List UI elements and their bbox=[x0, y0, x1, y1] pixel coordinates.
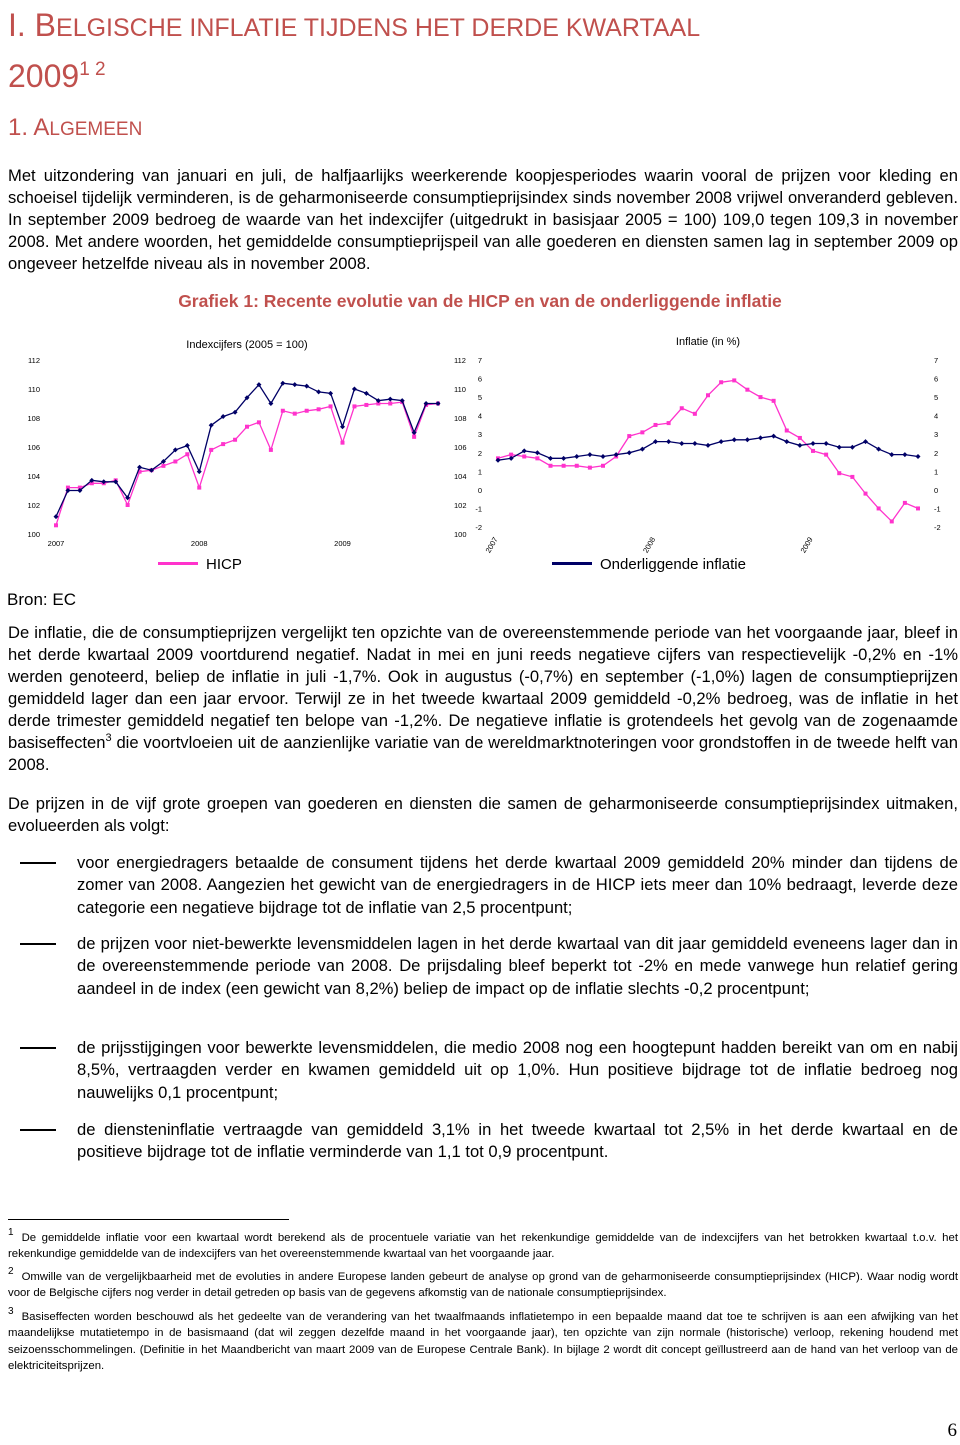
data-point-hicp bbox=[221, 442, 225, 446]
y-tick-label-right: 106 bbox=[454, 443, 467, 452]
data-point-hicp bbox=[364, 403, 368, 407]
series-line-hicp bbox=[56, 402, 438, 525]
y-tick-label: 6 bbox=[477, 374, 482, 384]
y-tick-label-right: 6 bbox=[934, 374, 939, 384]
data-point-core bbox=[758, 435, 763, 440]
y-tick-label-right: 108 bbox=[454, 414, 467, 423]
series-line-hicp bbox=[498, 380, 918, 521]
y-tick-label-right: 4 bbox=[934, 411, 939, 421]
data-point-core bbox=[824, 441, 829, 446]
data-point-hicp bbox=[161, 464, 165, 468]
footnote-3 bbox=[8, 1306, 958, 1374]
data-point-hicp bbox=[269, 448, 273, 452]
data-point-hicp bbox=[588, 466, 592, 470]
y-tick-label-right: -1 bbox=[934, 504, 941, 514]
data-point-hicp bbox=[317, 407, 321, 411]
data-point-hicp bbox=[562, 464, 566, 468]
bullet-dash bbox=[20, 943, 56, 945]
x-tick-label: 2007 bbox=[47, 539, 65, 548]
data-point-core bbox=[692, 441, 697, 446]
footnote-text: De gemiddelde inflatie voor een kwartaal wordt berekend als de procentuele variatie van het rekenkundige gemiddelde van de indexcijfers van het betrokken kwartaal t.o.v. het rekenkundige gemiddelde van de indexcijfers van het overeenstemmende kwartaal van het voorgaande jaar. bbox=[8, 1232, 958, 1261]
data-point-core bbox=[522, 448, 527, 453]
data-point-hicp bbox=[185, 452, 189, 456]
footnote-ref-3: 3 bbox=[105, 732, 112, 744]
data-point-core bbox=[706, 443, 711, 448]
data-point-core bbox=[889, 452, 894, 457]
footnote-2 bbox=[8, 1266, 958, 1302]
data-point-hicp bbox=[575, 464, 579, 468]
bullet-dash bbox=[20, 1047, 56, 1049]
y-tick-label: 106 bbox=[27, 443, 40, 452]
y-tick-label-right: 110 bbox=[454, 385, 466, 394]
data-point-core bbox=[771, 434, 776, 439]
data-point-hicp bbox=[903, 501, 907, 505]
footnote-number: 2 bbox=[8, 1266, 14, 1277]
section-title bbox=[8, 112, 142, 146]
y-tick-label-right: 100 bbox=[454, 530, 467, 539]
title-line-2 bbox=[8, 49, 948, 97]
bullet-text: de prijsstijgingen voor bewerkte levensmiddelen, die medio 2008 nog een hoogtepunt hadden bereikt van om en nabij 8,5%, vertraagden verder en kwamen gemiddeld uit op 1,0%. Hun positieve bijdrage tot de inflatie bedroeg nog nauwelijks 0,1 procentpunt; bbox=[77, 1038, 958, 1102]
data-point-hicp bbox=[257, 420, 261, 424]
section-initial: A bbox=[33, 114, 50, 141]
data-point-core bbox=[653, 439, 658, 444]
data-point-core bbox=[352, 387, 357, 392]
data-point-hicp bbox=[772, 399, 776, 403]
data-point-core bbox=[902, 452, 907, 457]
data-point-core bbox=[719, 439, 724, 444]
legend-line-hicp bbox=[158, 562, 198, 565]
data-point-hicp bbox=[890, 519, 894, 523]
data-point-hicp bbox=[549, 464, 553, 468]
inflation-text-part-1: De inflatie, die de consumptieprijzen vergelijkt ten opzichte van de overeenstemmende periode van het voorgaande jaar, bleef in het derde kwartaal 2009 voortdurend negatief. Nadat in mei en juni reeds negatieve cijfers van respectievelijk -0,2% en -1% werden genoteerd, beliep de inflatie in juli -1,7%. Ook in augustus (-0,7%) en september (-1,0%) lagen de consumptieprijzen gemiddeld lager dan een jaar ervoor. Terwijl ze in het tweede kwartaal 2009 gemiddeld -0,2% bedroeg, was de inflatie in het derde trimester gemiddeld negatief ten belope van -1,2%. De negatieve inflatie is grotendeels het gevolg van de zogenaamde basiseffecten bbox=[8, 623, 958, 752]
data-point-core bbox=[535, 450, 540, 455]
y-tick-label: 2 bbox=[477, 448, 482, 458]
y-tick-label: -1 bbox=[475, 504, 482, 514]
data-point-hicp bbox=[173, 460, 177, 464]
data-point-hicp bbox=[654, 423, 658, 427]
legend-label-core-inflation: Onderliggende inflatie bbox=[600, 556, 746, 573]
title-rest: ELGISCHE INFLATIE TIJDENS HET DERDE KWARTAAL bbox=[56, 14, 701, 42]
data-point-hicp bbox=[837, 471, 841, 475]
data-point-hicp bbox=[522, 454, 526, 458]
footnote-number: 3 bbox=[8, 1306, 14, 1317]
data-point-core bbox=[745, 437, 750, 442]
data-point-hicp bbox=[329, 404, 333, 408]
data-point-hicp bbox=[627, 434, 631, 438]
footnote-1 bbox=[8, 1227, 958, 1263]
section-rest: LGEMEEN bbox=[49, 119, 143, 140]
x-tick-label: 2008 bbox=[641, 535, 658, 555]
legend-line-core-inflation bbox=[552, 562, 592, 565]
data-point-core bbox=[328, 391, 333, 396]
data-point-hicp bbox=[601, 464, 605, 468]
chart-subtitle: Indexcijfers (2005 = 100) bbox=[186, 339, 308, 351]
data-point-core bbox=[292, 382, 297, 387]
y-tick-label-right: 7 bbox=[934, 356, 939, 365]
x-tick-label: 2007 bbox=[483, 535, 500, 555]
y-tick-label-right: 0 bbox=[934, 485, 939, 495]
data-point-hicp bbox=[850, 475, 854, 479]
y-tick-label-right: 1 bbox=[934, 467, 939, 477]
data-point-hicp bbox=[54, 523, 58, 527]
footnote-text: Basiseffecten worden beschouwd als het gedeelte van de verandering van het twaalfmaands inflatietempo in een bepaalde maand dat toe te schrijven is aan een afwijking van het maandelijkse mutatietempo in de basismaand (dat wil zeggen dezelfde maand in het voorgaande jaar), ten opzichte van zijn normale (historische) verloop, rekening houdend met seizoensschommelingen. (Definitie in het Maandbericht van maart 2009 van de Europese Centrale Bank). In bijlage 2 wordt dit concept geïllustreerd aan de hand van het verloop van de elektriciteitsprijzen. bbox=[8, 1311, 958, 1372]
title-year: 2009 bbox=[8, 58, 80, 94]
data-point-hicp bbox=[785, 429, 789, 433]
y-tick-label: 104 bbox=[27, 472, 40, 481]
data-point-hicp bbox=[680, 406, 684, 410]
title-footnote-refs: 1 2 bbox=[79, 59, 106, 80]
data-point-core bbox=[601, 454, 606, 459]
data-point-hicp bbox=[877, 506, 881, 510]
data-point-hicp bbox=[811, 449, 815, 453]
chart-title: Grafiek 1: Recente evolutie van de HICP en van de onderliggende inflatie bbox=[178, 291, 782, 311]
inflation-paragraph bbox=[8, 622, 958, 776]
data-point-core bbox=[304, 384, 309, 389]
section-number: 1. bbox=[8, 114, 29, 141]
y-tick-label: 102 bbox=[27, 501, 40, 510]
y-tick-label-right: 5 bbox=[934, 393, 939, 403]
data-point-hicp bbox=[233, 438, 237, 442]
data-point-hicp bbox=[640, 430, 644, 434]
inflation-chart bbox=[475, 330, 950, 555]
bullet-dash bbox=[20, 1129, 56, 1131]
data-point-core bbox=[388, 397, 393, 402]
title-line-1 bbox=[8, 4, 948, 49]
chart-subtitle: Inflatie (in %) bbox=[675, 336, 741, 348]
chart-source: Bron: EC bbox=[7, 590, 76, 609]
data-point-hicp bbox=[352, 404, 356, 408]
document-title bbox=[8, 4, 948, 97]
intro-paragraph: Met uitzondering van januari en juli, de halfjaarlijks weerkerende koopjesperiodes waarin vooral de prijzen voor kleding en schoeisel tijdelijk verminderen, is de geharmoniseerde consumptieprijsindex sinds november 2008 vrijwel onveranderd gebleven. In september 2009 bedroeg de waarde van het indexcijfer (uitgedrukt in basisjaar 2005 = 100) 109,0 tegen 109,3 in november 2008. Met andere woorden, het gemiddelde consumptieprijspeil van alle goederen en diensten samen lag in september 2009 op ongeveer hetzelfde niveau als in november 2008. bbox=[8, 166, 958, 273]
data-point-hicp bbox=[245, 425, 249, 429]
data-point-core bbox=[316, 389, 321, 394]
data-point-hicp bbox=[759, 395, 763, 399]
data-point-core bbox=[548, 456, 553, 461]
data-point-hicp bbox=[667, 421, 671, 425]
groups-paragraph: De prijzen in de vijf grote groepen van goederen en diensten die samen de geharmoniseerde consumptieprijsindex uitmaken, evolueerden als volgt: bbox=[8, 794, 958, 835]
x-tick-label: 2009 bbox=[798, 535, 815, 555]
x-tick-label: 2009 bbox=[334, 539, 351, 548]
data-point-hicp bbox=[535, 456, 539, 460]
data-point-hicp bbox=[693, 412, 697, 416]
y-tick-label: 3 bbox=[477, 430, 482, 440]
data-point-core bbox=[185, 443, 190, 448]
inflation-text-part-2: die voortvloeien uit de aanzienlijke variatie van de wereldmarktnoteringen voor grondstoffen in de tweede helft van 2008. bbox=[8, 733, 958, 774]
data-point-core bbox=[640, 447, 645, 452]
series-line-core bbox=[498, 436, 918, 460]
legend-label-hicp: HICP bbox=[206, 556, 242, 573]
data-point-hicp bbox=[126, 503, 130, 507]
data-point-hicp bbox=[824, 453, 828, 457]
title-initial: B bbox=[34, 7, 57, 43]
data-point-hicp bbox=[412, 435, 416, 439]
data-point-core bbox=[837, 445, 842, 450]
data-point-core bbox=[863, 439, 868, 444]
footnote-separator bbox=[8, 1219, 289, 1220]
data-point-core bbox=[561, 456, 566, 461]
y-tick-label: 4 bbox=[477, 411, 482, 421]
data-point-core bbox=[137, 465, 142, 470]
y-tick-label: -2 bbox=[475, 523, 482, 532]
y-tick-label: 1 bbox=[477, 467, 482, 477]
data-point-hicp bbox=[706, 393, 710, 397]
y-tick-label: 5 bbox=[477, 393, 482, 403]
data-point-core bbox=[811, 441, 816, 446]
data-point-hicp bbox=[305, 409, 309, 413]
y-tick-label: 108 bbox=[27, 414, 40, 423]
bullet-text: de prijzen voor niet-bewerkte levensmiddelen lagen in het derde kwartaal van dit jaar gemiddeld eveneens lager dan in de overeenstemmende periode van 2008. De prijsdaling bleef beperkt tot -2% en mede vanwege hun relatief gering aandeel in de index (een gewicht van 8,2%) beliep de impact op de inflatie slechts -0,2 procentpunt; bbox=[77, 934, 958, 998]
y-tick-label-right: 112 bbox=[454, 356, 466, 365]
y-tick-label: 110 bbox=[28, 385, 40, 394]
y-tick-label-right: 3 bbox=[934, 430, 939, 440]
data-point-hicp bbox=[916, 506, 920, 510]
data-point-core bbox=[666, 439, 671, 444]
y-tick-label-right: 2 bbox=[934, 448, 939, 458]
data-point-core bbox=[784, 439, 789, 444]
data-point-core bbox=[574, 454, 579, 459]
data-point-core bbox=[197, 469, 202, 474]
bullet-dash bbox=[20, 862, 56, 864]
footnote-text: Omwille van de vergelijkbaarheid met de evoluties in andere Europese landen gebeurt de analyse op grond van de geharmoniseerde consumptieprijsindex (HICP). Waar nodig wordt voor de Belgische cijfers nog verder in detail getreden op basis van de gegevens afkomstig van de nationale consumptieprijsindex. bbox=[8, 1271, 958, 1300]
data-point-core bbox=[850, 445, 855, 450]
data-point-hicp bbox=[745, 388, 749, 392]
bullet-text: voor energiedragers betaalde de consument tijdens het derde kwartaal 2009 gemiddeld 20% minder dan tijdens de zomer van 2008. Aangezien het gewicht van de energiedragers in de HICP iets meer dan 10% bedraagt, leverde deze categorie een negatieve bijdrage tot de inflatie van 2,5 procentpunt; bbox=[77, 853, 958, 917]
y-tick-label: 100 bbox=[27, 530, 40, 539]
y-tick-label: 112 bbox=[28, 356, 40, 365]
data-point-core bbox=[797, 443, 802, 448]
y-tick-label-right: 104 bbox=[454, 472, 467, 481]
data-point-core bbox=[732, 437, 737, 442]
y-tick-label: 7 bbox=[477, 356, 482, 365]
data-point-hicp bbox=[197, 486, 201, 490]
data-point-hicp bbox=[732, 378, 736, 382]
data-point-core bbox=[916, 454, 921, 459]
x-tick-label: 2008 bbox=[190, 539, 208, 548]
data-point-hicp bbox=[281, 409, 285, 413]
title-number: I. bbox=[8, 7, 26, 43]
data-point-core bbox=[340, 424, 345, 429]
footnote-number: 1 bbox=[8, 1227, 14, 1238]
data-point-hicp bbox=[341, 441, 345, 445]
y-tick-label-right: -2 bbox=[934, 523, 941, 532]
y-tick-label-right: 102 bbox=[454, 501, 467, 510]
page-number: 6 bbox=[947, 1420, 957, 1441]
data-point-hicp bbox=[293, 412, 297, 416]
data-point-hicp bbox=[209, 448, 213, 452]
data-point-core bbox=[587, 452, 592, 457]
bullet-text: de diensteninflatie vertraagde van gemiddeld 3,1% in het tweede kwartaal tot 2,5% in het derde kwartaal en de positieve bijdrage tot de inflatie verminderde van 1,1 tot 0,9 procentpunt. bbox=[77, 1120, 958, 1162]
data-point-hicp bbox=[719, 380, 723, 384]
data-point-core bbox=[627, 450, 632, 455]
y-tick-label: 0 bbox=[477, 485, 482, 495]
data-point-core bbox=[679, 441, 684, 446]
data-point-core bbox=[876, 447, 881, 452]
data-point-hicp bbox=[864, 492, 868, 496]
data-point-hicp bbox=[388, 402, 392, 406]
index-chart bbox=[0, 330, 470, 555]
data-point-hicp bbox=[798, 436, 802, 440]
